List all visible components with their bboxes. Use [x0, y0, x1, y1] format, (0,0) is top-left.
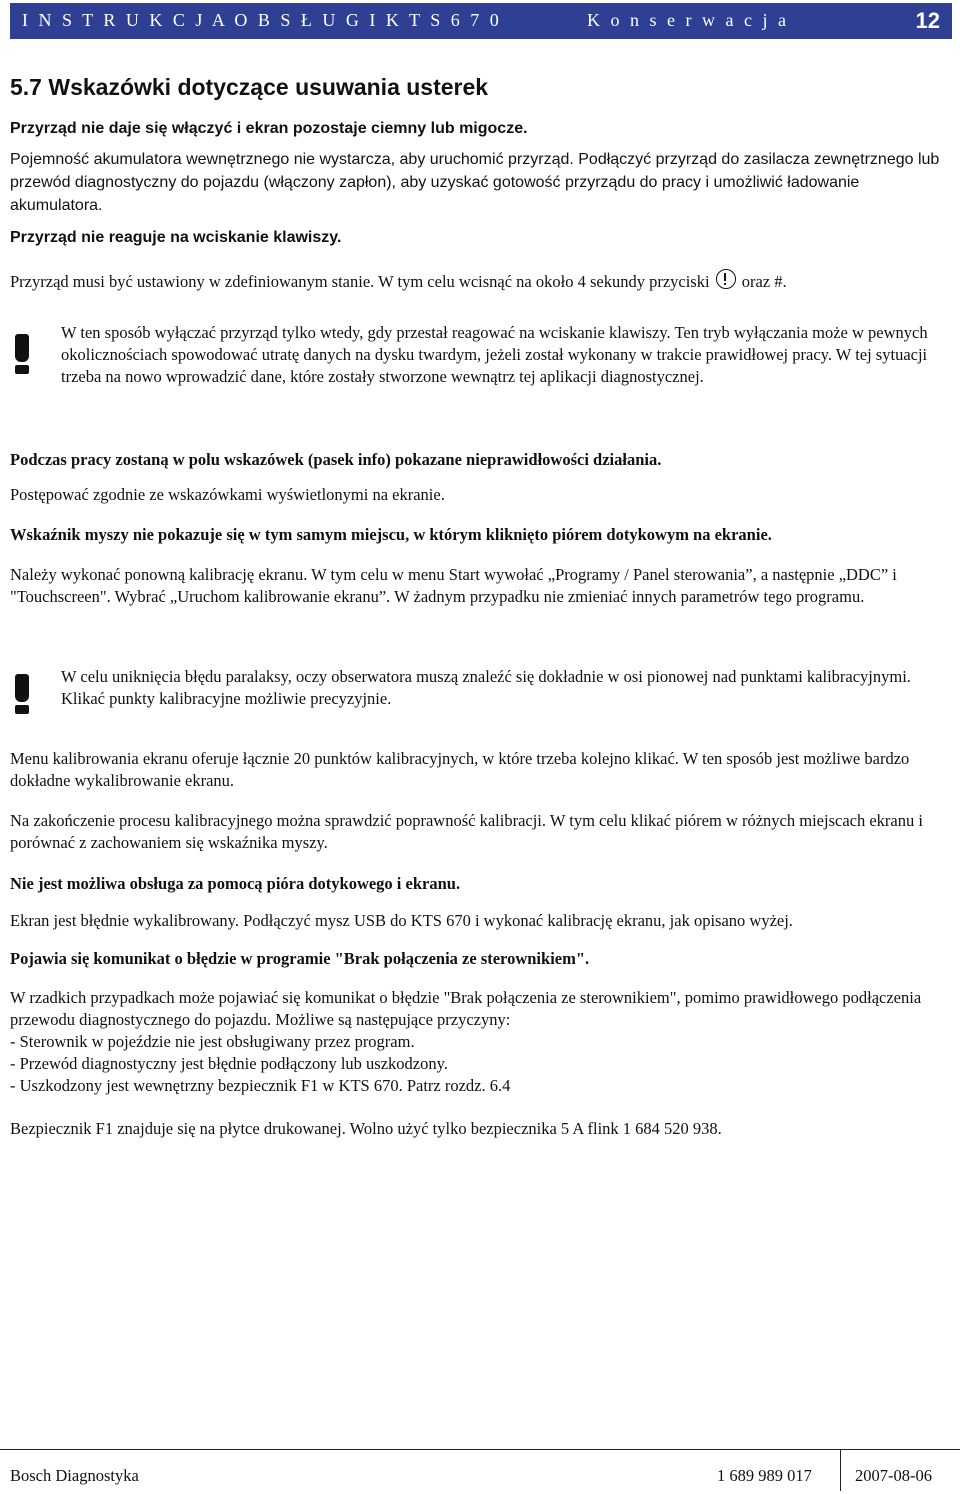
p1-body: Pojemność akumulatora wewnętrznego nie wystarcza, aby uruchomić przyrząd. Podłączyć przyrząd do zasilacza zewnętrznego lub przewód diagnostyczny do pojazdu (włączony zapłon), aby uzyskać gotowość przyrządu do pracy i umożliwić ładowanie akumulatora. [10, 151, 940, 214]
footer-company: Bosch Diagnostyka [10, 1466, 139, 1485]
p2-heading: Przyrząd nie reaguje na wciskanie klawiszy. [10, 229, 342, 246]
warning-text-1: W ten sposób wyłączać przyrząd tylko wtedy, gdy przestał reagować na wciskanie klawiszy. Ten tryb wyłączania może w pewnych okolicznościach spowodować utratę danych na dysku twardym, jeżeli został wykonany w trakcie prawidłowej pracy. W tej sytuacji trzeba na nowo wprowadzić dane, które zostały stworzone wewnątrz tej aplikacji diagnostycznej. [61, 323, 928, 386]
p8-heading: Pojawia się komunikat o błędzie w programie "Brak połączenia ze sterownikiem". [10, 949, 590, 968]
p8-list-item: - Uszkodzony jest wewnętrzny bezpiecznik F1 w KTS 670. Patrz rozdz. 6.4 [10, 1076, 511, 1095]
header-document-title: I N S T R U K C J A O B S Ł U G I K T S 6 7 0 [22, 10, 502, 30]
p2-body-text-b: oraz #. [741, 272, 787, 291]
footer-doc-number: 1 689 989 017 [717, 1466, 812, 1485]
footer-column-divider [840, 1449, 841, 1491]
p8-body: W rzadkich przypadkach może pojawiać się komunikat o błędzie "Brak połączenia ze sterownikiem", pomimo prawidłowego podłączenia przewodu diagnostycznego do pojazdu. Możliwe są następujące przyczyny: [10, 988, 922, 1029]
p1-heading: Przyrząd nie daje się włączyć i ekran pozostaje ciemny lub migocze. [10, 120, 528, 137]
p4-body: Należy wykonać ponowną kalibrację ekranu. W tym celu w menu Start wywołać „Programy / Panel sterowania”, a następnie „DDC” i "Touchscreen". Wybrać „Uruchom kalibrowanie ekranu”. W żadnym przypadku nie zmieniać innych parametrów tego programu. [10, 565, 897, 606]
footer-date: 2007-08-06 [855, 1466, 932, 1485]
power-key-icon [716, 269, 736, 289]
p5-body: Menu kalibrowania ekranu oferuje łącznie 20 punktów kalibracyjnych, w które trzeba kolejno klikać. W ten sposób jest możliwe bardzo dokładne wykalibrowanie ekranu. [10, 749, 910, 790]
p4-heading: Wskaźnik myszy nie pokazuje się w tym samym miejscu, w którym kliknięto piórem dotykowym na ekranie. [10, 525, 772, 544]
section-title: 5.7 Wskazówki dotyczące usuwania usterek [10, 74, 489, 100]
header-page-number: 12 [915, 8, 940, 33]
p7-body: Ekran jest błędnie wykalibrowany. Podłączyć mysz USB do KTS 670 i wykonać kalibrację ekranu, jak opisano wyżej. [10, 911, 793, 930]
p2-body [10, 269, 955, 293]
p3-body: Postępować zgodnie ze wskazówkami wyświetlonymi na ekranie. [10, 485, 445, 504]
p2-body-text-a: Przyrząd musi być ustawiony w zdefiniowanym stanie. W tym celu wcisnąć na około 4 sekundy przyciski [10, 272, 710, 291]
p8-list-item: - Sterownik w pojeździe nie jest obsługiwany przez program. [10, 1032, 415, 1051]
footer-divider [0, 1449, 960, 1450]
header-chapter-title: K o n s e r w a c j a [587, 10, 789, 30]
warning-icon [10, 334, 34, 374]
warning-icon [10, 674, 34, 714]
p7-heading: Nie jest możliwa obsługa za pomocą pióra dotykowego i ekranu. [10, 874, 461, 893]
p3-heading: Podczas pracy zostaną w polu wskazówek (pasek info) pokazane nieprawidłowości działania. [10, 450, 662, 469]
warning-text-2: W celu uniknięcia błędu paralaksy, oczy obserwatora muszą znaleźć się dokładnie w osi pionowej nad punktami kalibracyjnymi. Klikać punkty kalibracyjne możliwie precyzyjnie. [61, 667, 911, 708]
page-header [10, 3, 952, 39]
p8-list-item: - Przewód diagnostyczny jest błędnie podłączony lub uszkodzony. [10, 1054, 448, 1073]
p6-body: Na zakończenie procesu kalibracyjnego można sprawdzić poprawność kalibracji. W tym celu klikać piórem w różnych miejscach ekranu i porównać z zachowaniem się wskaźnika myszy. [10, 811, 923, 852]
p9-body: Bezpiecznik F1 znajduje się na płytce drukowanej. Wolno użyć tylko bezpiecznika 5 A flink 1 684 520 938. [10, 1119, 722, 1138]
